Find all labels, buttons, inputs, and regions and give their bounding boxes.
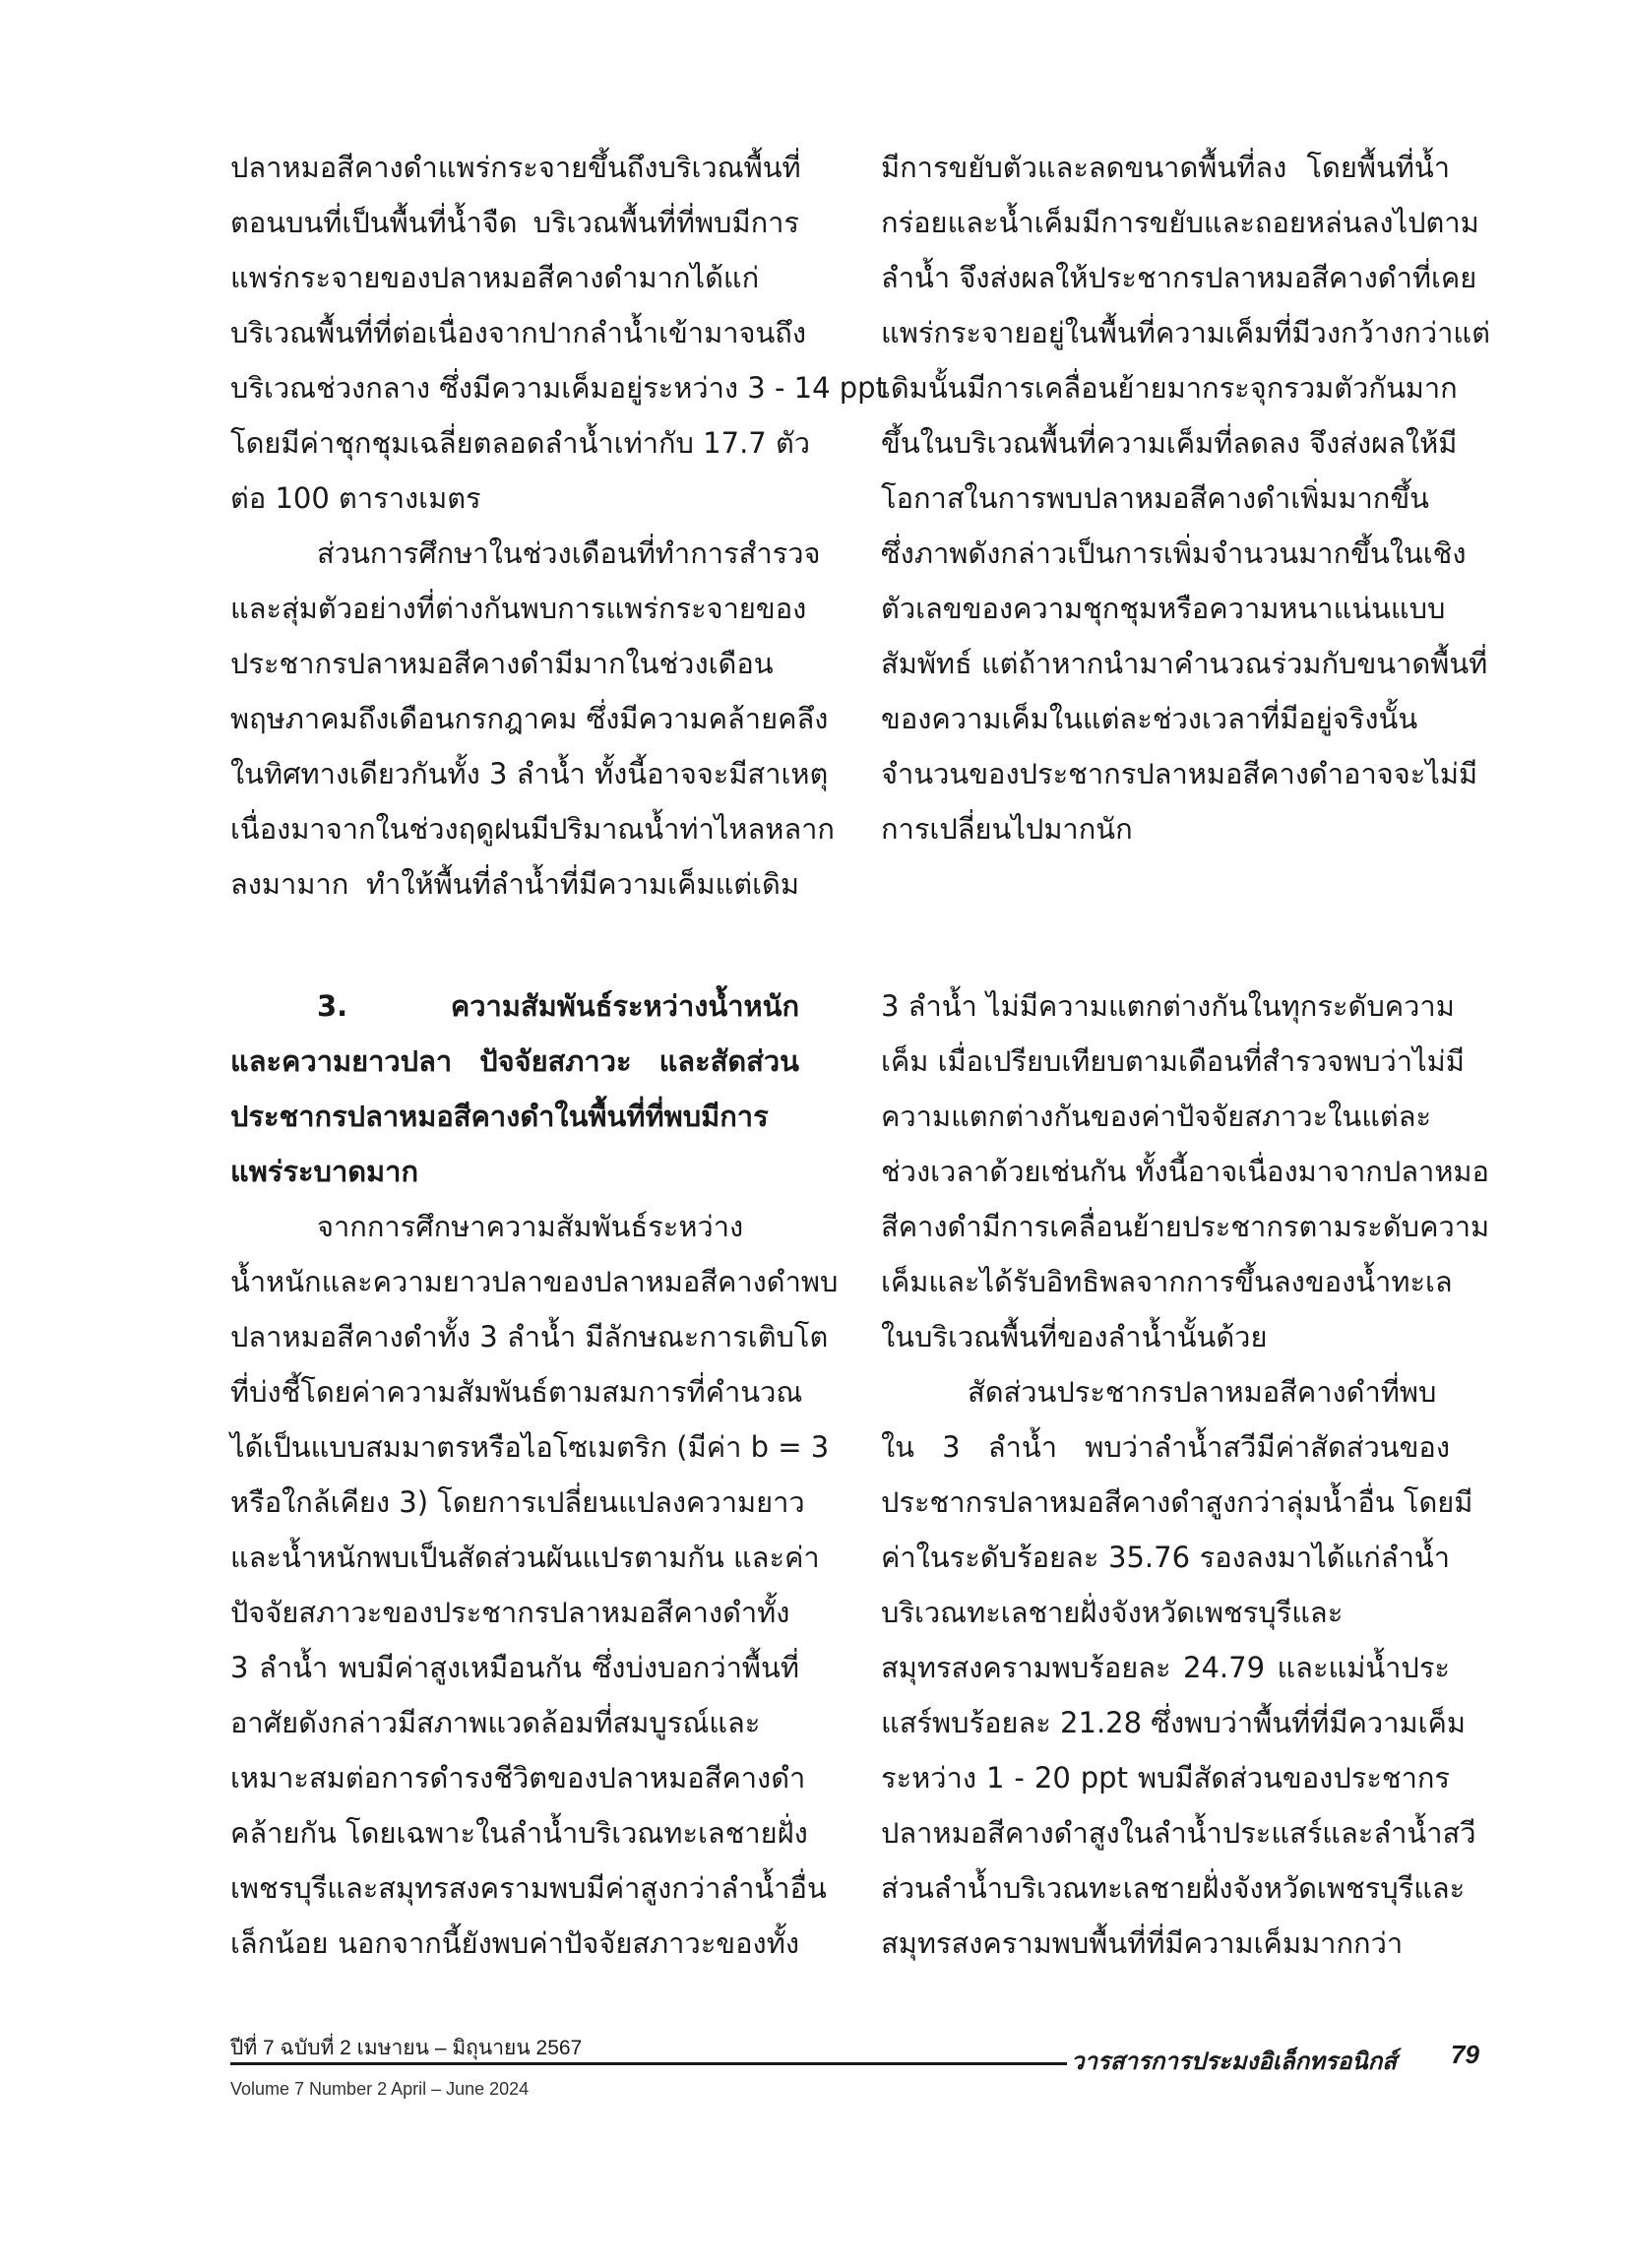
text-line: ซึ่งภาพดังกล่าวเป็นการเพิ่มจำนวนมากขึ้นในเชิง (881, 536, 1467, 570)
text-line: และสุ่มตัวอย่างที่ต่างกันพบการแพร่กระจายของ (230, 592, 807, 625)
text-line: เค็ม เมื่อเปรียบเทียบตามเดือนที่สำรวจพบว่าไม่มี (881, 1044, 1465, 1078)
text-line: ส่วนลำน้ำบริเวณทะเลชายฝั่งจังหวัดเพชรบุรีและ (881, 1871, 1466, 1905)
text-line: สัมพัทธ์ แต่ถ้าหากนำมาคำนวณร่วมกับขนาดพื้นที่ (881, 647, 1488, 680)
text-line: บริเวณทะเลชายฝั่งจังหวัดเพชรบุรีและ (881, 1596, 1344, 1629)
text-line: น้ำหนักและความยาวปลาของปลาหมอสีคางดำพบ (230, 1265, 839, 1298)
text-line: ลงมามาก ทำให้พื้นที่ลำน้ำที่มีความเค็มแต่เดิม (230, 867, 799, 901)
text-line: จากการศึกษาความสัมพันธ์ระหว่าง (317, 1210, 744, 1243)
text-line: สมุทรสงครามพบพื้นที่ที่มีความเค็มมากกว่า (881, 1926, 1404, 1960)
text-line: ได้เป็นแบบสมมาตรหรือไอโซเมตริก (มีค่า b = 3 (230, 1430, 830, 1464)
text-line: หรือใกล้เคียง 3) โดยการเปลี่ยนแปลงความยาว (230, 1485, 805, 1519)
section-heading: และความยาวปลา ปัจจัยสภาวะ และสัดส่วน (230, 1044, 799, 1078)
text-line: สมุทรสงครามพบร้อยละ 24.79 และแม่น้ำประ (881, 1651, 1450, 1684)
text-line: เหมาะสมต่อการดำรงชีวิตของปลาหมอสีคางดำ (230, 1761, 806, 1795)
text-line: กร่อยและน้ำเค็มมีการขยับและถอยหล่นลงไปตาม (881, 206, 1479, 239)
text-line: โดยมีค่าชุกชุมเฉลี่ยตลอดลำน้ำเท่ากับ 17.7 ตัว (230, 426, 811, 460)
text-line: ที่บ่งชี้โดยค่าความสัมพันธ์ตามสมการที่คำนวณ (230, 1375, 803, 1409)
text-line: ปลาหมอสีคางดำทั้ง 3 ลำน้ำ มีลักษณะการเติบโต (230, 1320, 829, 1354)
text-line: แพร่กระจายอยู่ในพื้นที่ความเค็มที่มีวงกว้างกว่าแต่ (881, 316, 1490, 349)
text-line: ใน 3 ลำน้ำ พบว่าลำน้ำสวีมีค่าสัดส่วนของ (881, 1430, 1450, 1464)
text-line: ตอนบนที่เป็นพื้นที่น้ำจืด บริเวณพื้นที่ที่พบมีการ (230, 206, 799, 239)
footer-issue-thai: ปีที่ 7 ฉบับที่ 2 เมษายน – มิถุนายน 2567 (230, 2037, 583, 2059)
text-line: ขึ้นในบริเวณพื้นที่ความเค็มที่ลดลง จึงส่งผลให้มี (881, 426, 1458, 460)
section-heading: 3. ความสัมพันธ์ระหว่างน้ำหนัก (317, 989, 799, 1023)
text-line: ความแตกต่างกันของค่าปัจจัยสภาวะในแต่ละ (881, 1100, 1432, 1133)
text-line: ในบริเวณพื้นที่ของลำน้ำนั้นด้วย (881, 1320, 1268, 1354)
text-line: ค่าในระดับร้อยละ 35.76 รองลงมาได้แก่ลำน้ำ (881, 1541, 1450, 1574)
text-line: อาศัยดังกล่าวมีสภาพแวดล้อมที่สมบูรณ์และ (230, 1706, 761, 1739)
text-line: ตัวเลขของความชุกชุมหรือความหนาแน่นแบบ (881, 592, 1446, 625)
text-line: จำนวนของประชากรปลาหมอสีคางดำอาจจะไม่มี (881, 757, 1478, 790)
text-line: ส่วนการศึกษาในช่วงเดือนที่ทำการสำรวจ (317, 536, 821, 570)
text-line: พฤษภาคมถึงเดือนกรกฎาคม ซึ่งมีความคล้ายคลึง (230, 702, 829, 735)
text-line: เพชรบุรีและสมุทรสงครามพบมีค่าสูงกว่าลำน้ำอื่น (230, 1871, 827, 1905)
text-line: และน้ำหนักพบเป็นสัดส่วนผันแปรตามกัน และค่า (230, 1541, 820, 1574)
section-heading: แพร่ระบาดมาก (230, 1155, 419, 1188)
text-line: โอกาสในการพบปลาหมอสีคางดำเพิ่มมากขึ้น (881, 481, 1429, 515)
section-heading: ประชากรปลาหมอสีคางดำในพื้นที่ที่พบมีการ (230, 1100, 769, 1133)
text-line: สีคางดำมีการเคลื่อนย้ายประชากรตามระดับความ (881, 1210, 1490, 1243)
text-line: การเปลี่ยนไปมากนัก (881, 812, 1133, 846)
text-line: ประชากรปลาหมอสีคางดำมีมากในช่วงเดือน (230, 647, 774, 680)
text-line: ปัจจัยสภาวะของประชากรปลาหมอสีคางดำทั้ง (230, 1596, 790, 1629)
text-line: บริเวณช่วงกลาง ซึ่งมีความเค็มอยู่ระหว่าง 3 - 14 ppt (230, 371, 887, 405)
text-line: 3 ลำน้ำ ไม่มีความแตกต่างกันในทุกระดับความ (881, 989, 1455, 1023)
footer-rule (230, 2062, 1067, 2065)
text-line: ปลาหมอสีคางดำแพร่กระจายขึ้นถึงบริเวณพื้นที่ (230, 151, 801, 184)
text-line: บริเวณพื้นที่ที่ต่อเนื่องจากปากลำน้ำเข้ามาจนถึง (230, 316, 807, 349)
text-line: ช่วงเวลาด้วยเช่นกัน ทั้งนี้อาจเนื่องมาจากปลาหมอ (881, 1155, 1489, 1188)
text-line: ลำน้ำ จึงส่งผลให้ประชากรปลาหมอสีคางดำที่เคย (881, 261, 1477, 294)
footer-issue-english: Volume 7 Number 2 April – June 2024 (230, 2079, 530, 2099)
text-line: ประชากรปลาหมอสีคางดำสูงกว่าลุ่มน้ำอื่น โดยมี (881, 1485, 1473, 1519)
block2-right-column (881, 978, 1490, 1971)
text-line: เดิมนั้นมีการเคลื่อนย้ายมากระจุกรวมตัวกันมาก (881, 371, 1458, 405)
block1-left-column (230, 140, 887, 912)
text-line: แสร์พบร้อยละ 21.28 ซึ่งพบว่าพื้นที่ที่มีความเค็ม (881, 1706, 1467, 1739)
text-line: คล้ายกัน โดยเฉพาะในลำน้ำบริเวณทะเลชายฝั่ง (230, 1816, 808, 1850)
footer-journal-title: วารสารการประมงอิเล็กทรอนิกส์ (1071, 2048, 1397, 2075)
text-line: แพร่กระจายของปลาหมอสีคางดำมากได้แก่ (230, 261, 760, 294)
text-line: ต่อ 100 ตารางเมตร (230, 481, 481, 515)
text-line: 3 ลำน้ำ พบมีค่าสูงเหมือนกัน ซึ่งบ่งบอกว่าพื้นที่ (230, 1651, 799, 1684)
text-line: ในทิศทางเดียวกันทั้ง 3 ลำน้ำ ทั้งนี้อาจจะมีสาเหตุ (230, 757, 829, 790)
block1-right-column (881, 140, 1490, 856)
text-line: เค็มและได้รับอิทธิพลจากการขึ้นลงของน้ำทะเล (881, 1265, 1453, 1298)
page-number: 79 (1451, 2040, 1479, 2069)
text-line: สัดส่วนประชากรปลาหมอสีคางดำที่พบ (968, 1375, 1437, 1409)
block2-left-column (230, 978, 839, 1971)
text-line: มีการขยับตัวและลดขนาดพื้นที่ลง โดยพื้นที่น้ำ (881, 151, 1450, 184)
text-line: ของความเค็มในแต่ละช่วงเวลาที่มีอยู่จริงนั้น (881, 702, 1418, 735)
text-line: ระหว่าง 1 - 20 ppt พบมีสัดส่วนของประชากร (881, 1761, 1450, 1795)
text-line: ปลาหมอสีคางดำสูงในลำน้ำประแสร์และลำน้ำสวี (881, 1816, 1476, 1850)
text-line: เนื่องมาจากในช่วงฤดูฝนมีปริมาณน้ำท่าไหลหลาก (230, 812, 835, 846)
text-line: เล็กน้อย นอกจากนี้ยังพบค่าปัจจัยสภาวะของทั้ง (230, 1926, 799, 1960)
